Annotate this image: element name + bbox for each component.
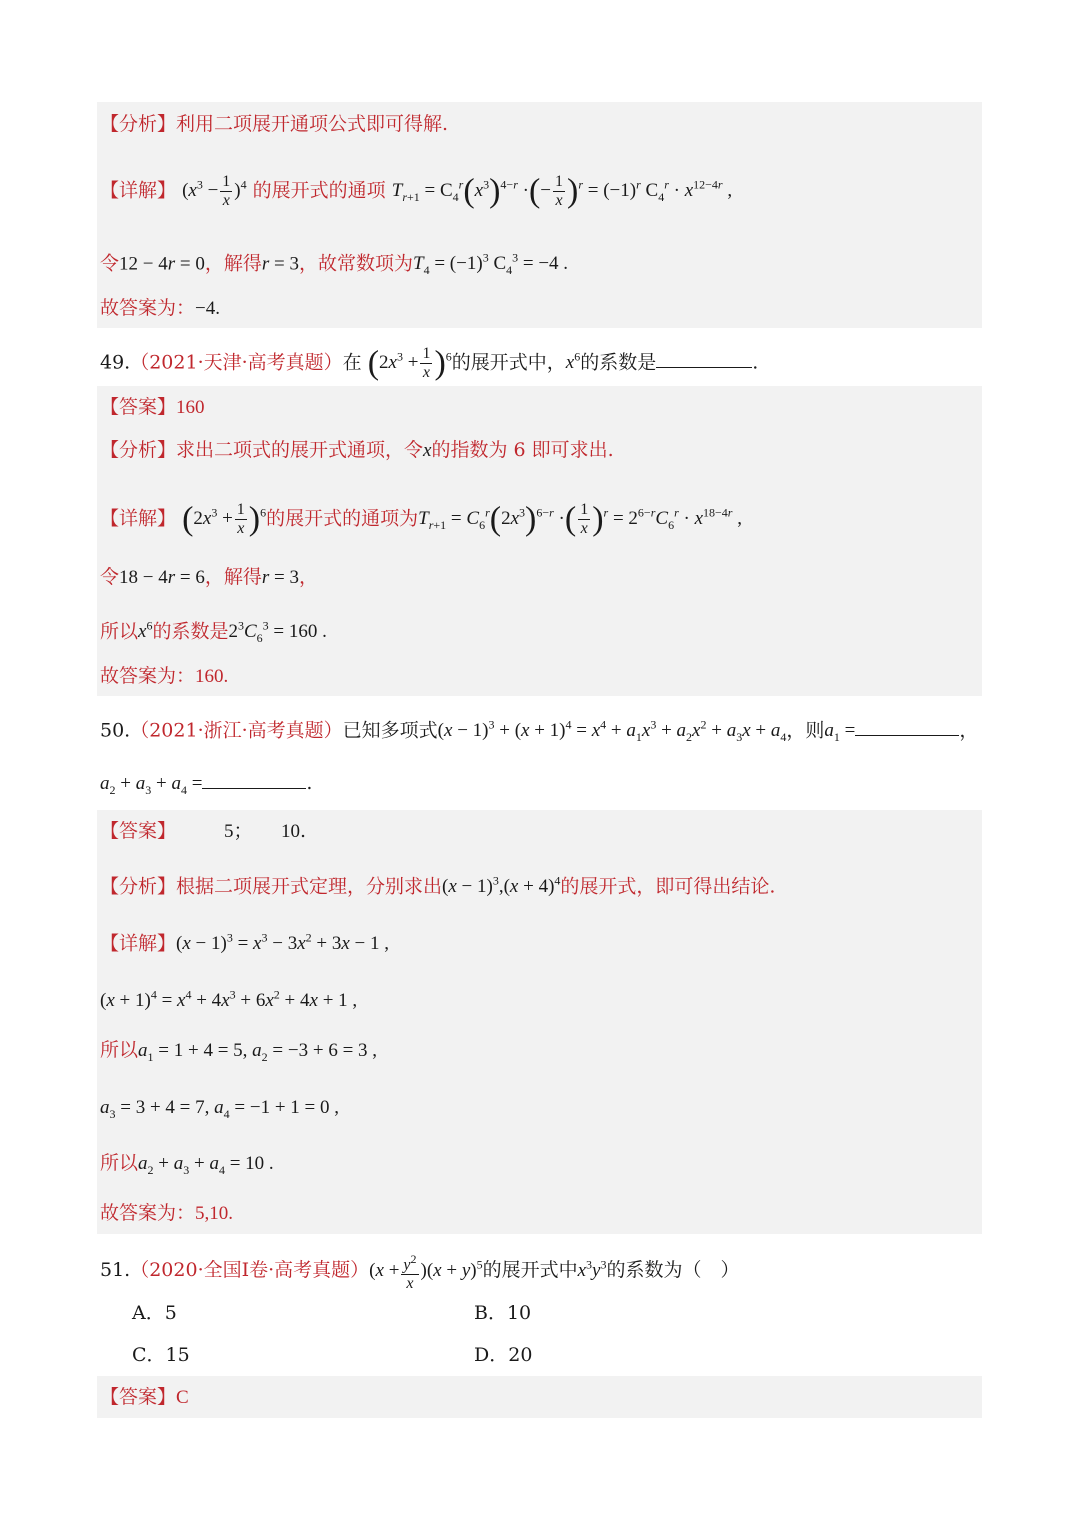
- stem-suffix: 的系数是: [580, 351, 657, 374]
- q50-expansion-2-line: [100, 982, 982, 1014]
- final-value: 5,10.: [195, 1203, 234, 1224]
- const-text: ，故常数项为: [299, 252, 414, 275]
- detail-text: 的展开式的通项: [252, 179, 386, 202]
- q50-a1a2: [100, 1037, 982, 1070]
- stem-prefix: 已知多项式: [342, 719, 438, 742]
- answer-tag: 【答案】: [100, 396, 177, 418]
- q49-r-value: r = 3: [261, 567, 299, 588]
- answer-blank[interactable]: [656, 349, 752, 368]
- q48-constant-term: $T_4 = (-1)^3$ $C_4^3 = -4$ .: [413, 251, 569, 278]
- q50-a1: $a_1$ =: [824, 720, 856, 745]
- question-number: 49.: [100, 351, 131, 374]
- final-label: 故答案为：: [100, 1202, 196, 1224]
- q49-x: x: [423, 440, 432, 461]
- q48-analysis: [100, 111, 982, 137]
- q50-sum-value: $a_2 + a_3 + a_4 = 10$ .: [138, 1153, 274, 1177]
- analysis-text-a: 根据二项展开式定理，分别求出: [176, 875, 443, 898]
- q50-expansion-2: $(x + 1)^4 = x^4 + 4x^3 + 6x^2 + 4x + 1$ ,: [100, 988, 358, 1012]
- q49-coef: [100, 613, 982, 651]
- detail-text: 的展开式的通项为: [266, 507, 419, 530]
- q50-binomials: $(x - 1)^3,(x + 4)^4$: [442, 874, 561, 898]
- q49-expression: ($2x^3$ + $\frac{1}{x}$ )$^6$: [367, 344, 452, 382]
- detail-tag: 【详解】: [100, 507, 177, 530]
- q50-a1a2-values: $a_1 = 1 + 4 = 5$, $a_2 = -3 + 6 = 3$ ,: [138, 1040, 378, 1064]
- q50-sum: $a_2 + a_3 + a_4$ =: [100, 773, 203, 797]
- final-value: 160.: [195, 666, 229, 687]
- stem-suffix: 的系数为（ ）: [606, 1259, 740, 1282]
- q49-final: [100, 663, 982, 690]
- answer-tag: 【答案】: [100, 820, 177, 842]
- q50-answer: 【答案】 5； 10.: [100, 820, 307, 842]
- final-label: 故答案为：: [100, 665, 196, 687]
- answer-blank-2[interactable]: [202, 770, 306, 789]
- q50-sum-result: [100, 1150, 982, 1183]
- so-prefix: 所以: [100, 1039, 139, 1061]
- q48-r-value: r = 3: [261, 253, 299, 275]
- answer-value: 5； 10: [224, 821, 301, 842]
- q51-answer: [100, 1384, 982, 1411]
- solve-text: ，解得: [204, 566, 262, 588]
- q48-detail: [100, 172, 982, 210]
- option-c[interactable]: C．15: [132, 1344, 190, 1366]
- question-source: （2021·浙江·高考真题）: [130, 719, 343, 742]
- analysis-tag: 【分析】: [100, 113, 177, 135]
- q50-final: [100, 1200, 982, 1227]
- q48-equation: 12 − 4r = 0: [119, 253, 205, 275]
- answer-value: C: [176, 1387, 189, 1408]
- final-value: −4.: [195, 298, 220, 319]
- q49-answer: [100, 394, 982, 421]
- coef-prefix: 所以: [100, 620, 139, 643]
- q51-stem: [100, 1250, 982, 1293]
- stem-prefix: 在: [342, 351, 362, 374]
- analysis-text-b: 的指数为 6 即可求出.: [431, 439, 614, 461]
- q49-coef-x6: $x^6$: [138, 619, 153, 643]
- question-number: 51.: [100, 1259, 131, 1282]
- q49-stem: [100, 344, 982, 382]
- q49-equation: 18 − 4r = 6: [119, 567, 205, 588]
- q50-a3a4-values: $a_3 = 3 + 4 = 7$, $a_4 = -1 + 1 = 0$ ,: [100, 1097, 340, 1121]
- q51-expression: (x + $\frac{y^2}{x}$ )$(x + y)^5$: [369, 1252, 483, 1293]
- analysis-tag: 【分析】: [100, 439, 177, 461]
- q48-expression: ($x^3$ − $\frac{1}{x}$ )$^4$: [182, 173, 247, 210]
- so-prefix-2: 所以: [100, 1152, 139, 1174]
- stem-text: 的展开式中: [482, 1259, 578, 1282]
- end-mark: .: [752, 351, 759, 374]
- answer-blank-1[interactable]: [855, 717, 959, 736]
- coef-text: 的系数是: [152, 620, 229, 643]
- option-a[interactable]: A．5: [132, 1302, 177, 1324]
- q50-expansion-1: $(x - 1)^3 = x^3 - 3x^2 + 3x - 1$ ,: [176, 931, 390, 955]
- analysis-text-a: 求出二项式的展开式通项，令: [176, 439, 424, 461]
- analysis-text-b: 的展开式，即可得出结论.: [560, 875, 776, 898]
- q48-final: [100, 295, 982, 322]
- option-d[interactable]: D．20: [474, 1344, 533, 1366]
- stem-then: ，则: [786, 719, 825, 742]
- q49-coef-value: $2^3C_6^3 = 160$ .: [228, 619, 327, 646]
- q50-polynomial: $(x - 1)^3 + (x + 1)^4 = x^4 + a_1x^3 + a_2x^2 + a_3x + a_4$: [437, 718, 787, 745]
- question-source: （2020·全国I卷·高考真题）: [130, 1259, 370, 1282]
- q50-a3a4: [100, 1094, 982, 1127]
- question-source: （2021·天津·高考真题）: [130, 351, 343, 374]
- option-b[interactable]: B．10: [474, 1302, 532, 1324]
- solve-prefix: 令: [100, 252, 120, 275]
- solve-prefix: 令: [100, 566, 120, 588]
- q49-solve: 令18 − 4r = 6，解得r = 3，: [100, 566, 319, 588]
- q50-stem-2: $a_2 + a_3 + a_4$ = .: [100, 772, 313, 797]
- detail-tag: 【详解】: [100, 179, 177, 202]
- stem-mid: 的展开式中，: [451, 351, 566, 374]
- solve-text: ，解得: [204, 252, 262, 275]
- detail-tag: 【详解】: [100, 932, 177, 955]
- q49-general-term: $T_{r+1} = C_6^r(2x^3)^{6-r}$ ·( $\frac{1}{x}$ )$^r = 2^{6-r}C_6^r \cdot x^{18-4r}$ ,: [418, 500, 742, 538]
- q48-solve: [100, 245, 982, 283]
- q49-analysis: [100, 437, 982, 464]
- question-number: 50.: [100, 719, 131, 742]
- q48-general-term: $T_{r+1} = C_4^r(x^3)^{4-r}$ ·(− $\frac{1}{x}$ )$^r = (-1)^r$ $C_4^r \cdot x^{12-4r}$ ,: [391, 172, 733, 210]
- q50-analysis: [100, 868, 982, 900]
- analysis-tag: 【分析】: [100, 875, 177, 898]
- q50-detail: [100, 925, 982, 957]
- q50-stem: 50.（2021·浙江·高考真题）已知多项式$(x - 1)^3 + (x + 1)^4 = x^4 + a_1x^3 + a_2x^2 + a_3x + a_4$，则$a_1$ = ，: [100, 718, 979, 745]
- q49-detail-expression: ($2x^3$ + $\frac{1}{x}$ )$^6$: [182, 500, 267, 538]
- final-label: 故答案为：: [100, 297, 196, 319]
- q49-x6: $x^6$: [565, 350, 581, 374]
- q49-detail: [100, 500, 982, 538]
- answer-tag: 【答案】: [100, 1386, 177, 1408]
- analysis-text: 利用二项展开通项公式即可得解.: [176, 113, 449, 135]
- answer-value: 160: [176, 397, 205, 418]
- q51-term: $x^3y^3$: [577, 1257, 607, 1282]
